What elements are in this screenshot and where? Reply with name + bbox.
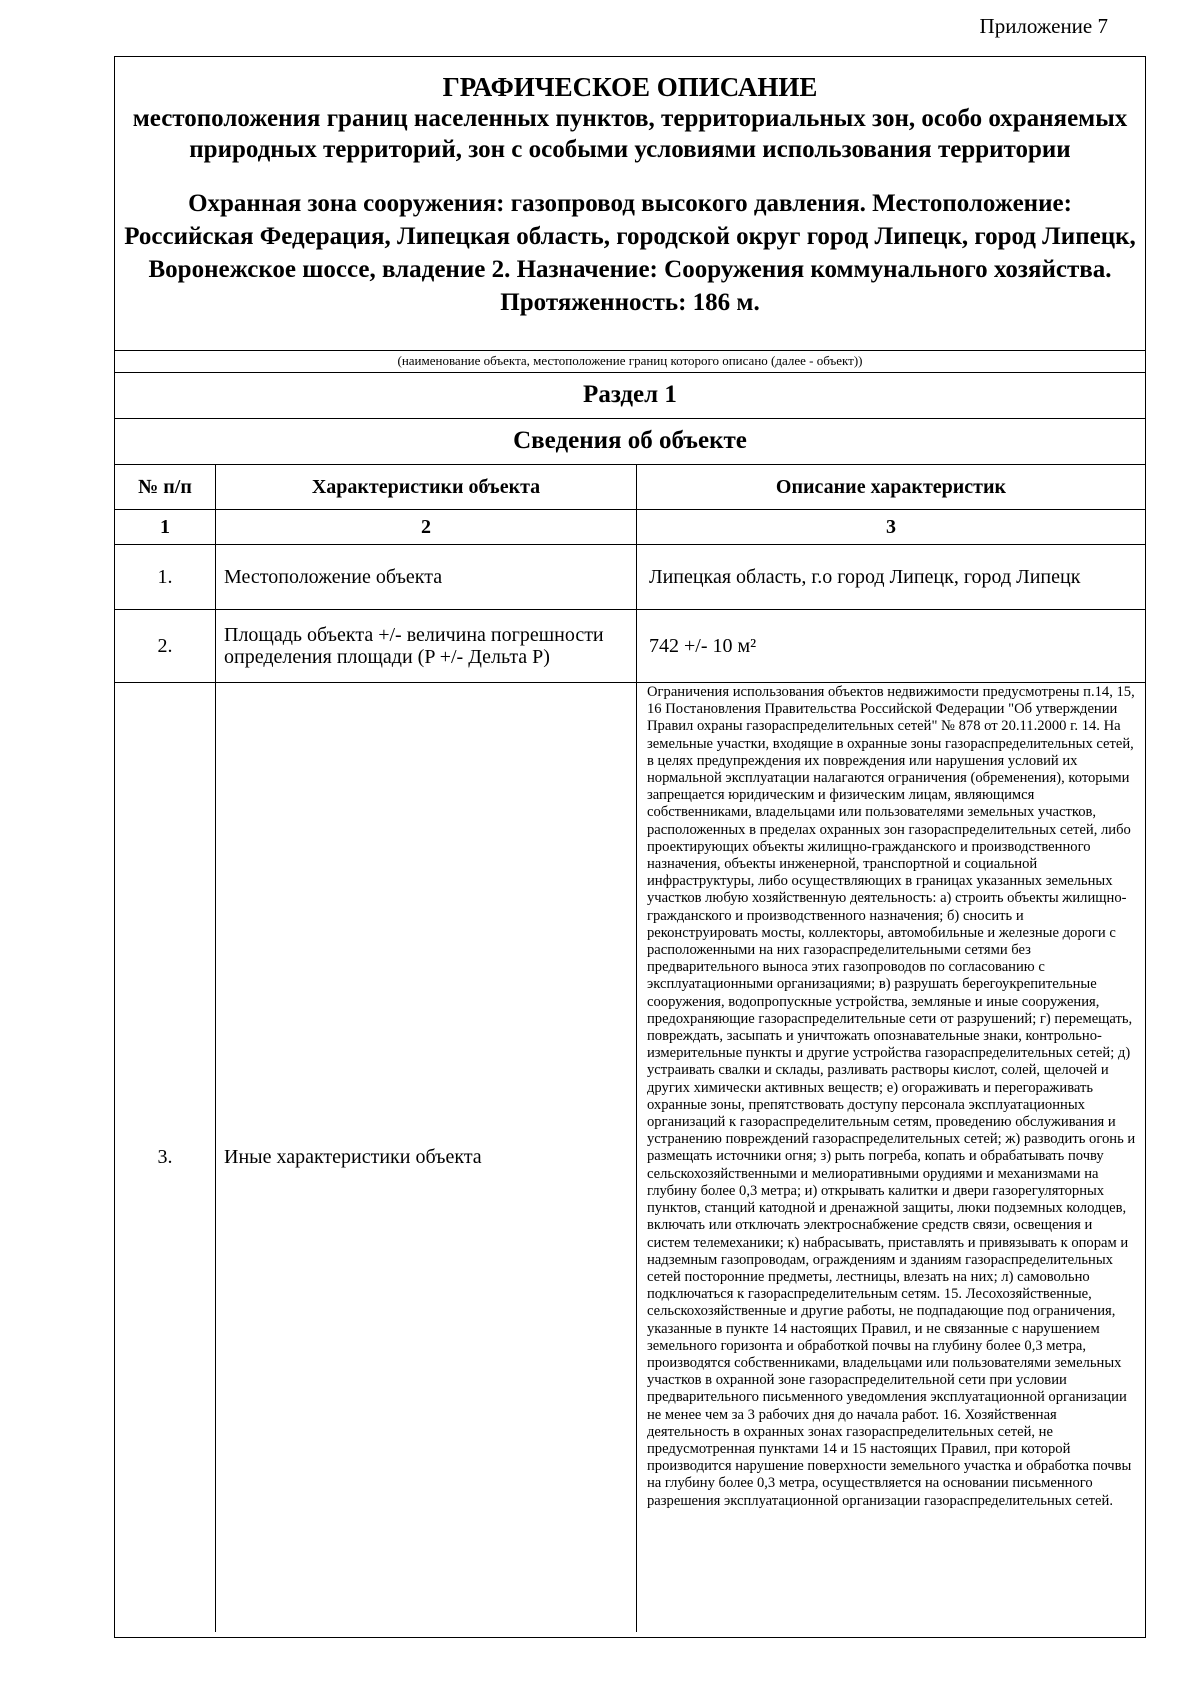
table-header-row [115,465,1145,510]
row-description: 742 +/- 10 м² [637,610,1146,683]
document-subtitle: местоположения границ населенных пунктов, территориальных зон, особо охраняемых природных территорий, зон с особыми условиями использования территории [132,105,1128,163]
section-subtitle: Сведения об объекте [115,419,1145,465]
section-title: Раздел 1 [115,373,1145,419]
document-title: ГРАФИЧЕСКОЕ ОПИСАНИЕ [442,72,818,102]
column-number-row [115,510,1145,545]
column-number-cell: 2 [216,510,637,545]
table-row [115,545,1145,610]
row-characteristic: Иные характеристики объекта [216,683,637,1633]
column-number-cell: 3 [637,510,1146,545]
document-header [115,57,1145,351]
row-number: 3. [115,683,216,1633]
document-frame [114,56,1146,1638]
table-row [115,610,1145,683]
appendix-label: Приложение 7 [979,14,1108,38]
row-number: 1. [115,545,216,610]
object-caption: (наименование объекта, местоположение границ которого описано (далее - объект)) [115,351,1145,373]
row-description: Ограничения использования объектов недвижимости предусмотрены п.14, 15, 16 Постановления Правительства Российской Федерации "Об утверждении Правил охраны газораспределительных сетей" № 878 от 20.11.2000 г. 14. На земельные участки, входящие в охранные зоны газораспределительных сетей, в целях предупреждения их повреждения или нарушения условий их нормальной эксплуатации налагаются ограничения (обременения), которыми запрещается юридическим и физическим лицам, являющимся собственниками, владельцами или пользователями земельных участков, расположенных в пределах охранных зон газораспределительных сетей, либо проектирующих объекты жилищно-гражданского и производственного назначения, объекты инженерной, транспортной и социальной инфраструктуры, либо осуществляющих в границах указанных земельных участков любую хозяйственную деятельность: а) строить объекты жилищно-гражданского и производственного назначения; б) сносить и реконструировать мосты, коллекторы, автомобильные и железные дороги с расположенными на них газораспределительными сетями без предварительного выноса этих газопроводов по согласованию с эксплуатационными организациями; в) разрушать берегоукрепительные сооружения, водопропускные устройства, земляные и иные сооружения, предохраняющие газораспределительные сети от разрушений; г) перемещать, повреждать, засыпать и уничтожать опознавательные знаки, контрольно-измерительные пункты и другие устройства газораспределительных сетей; д) устраивать свалки и склады, разливать растворы кислот, солей, щелочей и других химически активных веществ; е) огораживать и перегораживать охранные зоны, препятствовать доступу персонала эксплуатационных организаций к газораспределительным сетям, проведению обслуживания и устранению повреждений газораспределительных сетей; ж) разводить огонь и размещать источники огня; з) рыть погреба, копать и обрабатывать почву сельскохозяйственными и мелиоративными орудиями и механизмами на глубину более 0,3 метра; и) открывать калитки и двери газорегуляторных пунктов, станций катодной и дренажной защиты, люки подземных колодцев, включать или отключать электроснабжение средств связи, освещения и систем телемеханики; к) набрасывать, приставлять и привязывать к опорам и надземным газопроводам, ограждениям и зданиям газораспределительных сетей посторонние предметы, лестницы, влезать на них; л) самовольно подключаться к газораспределительным сетям. 15. Лесохозяйственные, сельскохозяйственные и другие работы, не подпадающие под ограничения, указанные в пункте 14 настоящих Правил, и не связанные с нарушением земельного горизонта и обработкой почвы на глубину более 0,3 метра, производятся собственниками, владельцами или пользователями земельных участков в охранной зоне газораспределительной сети при условии предварительного письменного уведомления эксплуатационной организации не менее чем за 3 рабочих дня до начала работ. 16. Хозяйственная деятельность в охранных зонах газораспределительных сетей, не предусмотренная пунктами 14 и 15 настоящих Правил, при которой производится нарушение поверхности земельного участка и обработка почвы на глубину более 0,3 метра, осуществляется на основании письменного разрешения эксплуатационной организации газораспределительных сетей. [637,683,1146,1633]
row-characteristic: Местоположение объекта [216,545,637,610]
header-cell-number: № п/п [115,465,216,510]
row-description: Липецкая область, г.о город Липецк, город Липецк [637,545,1146,610]
object-info-table [115,465,1145,1632]
header-cell-description: Описание характеристик [637,465,1146,510]
table-row [115,683,1145,1633]
row-number: 2. [115,610,216,683]
object-name: Охранная зона сооружения: газопровод высокого давления. Местоположение: Российская Федерация, Липецкая область, городской округ город Липецк, город Липецк, Воронежское шоссе, владение 2. Назначение: Сооружения коммунального хозяйства. Протяженность: 186 м. [124,190,1136,316]
header-cell-characteristic: Характеристики объекта [216,465,637,510]
row-characteristic: Площадь объекта +/- величина погрешности определения площади (P +/- Дельта P) [216,610,637,683]
column-number-cell: 1 [115,510,216,545]
